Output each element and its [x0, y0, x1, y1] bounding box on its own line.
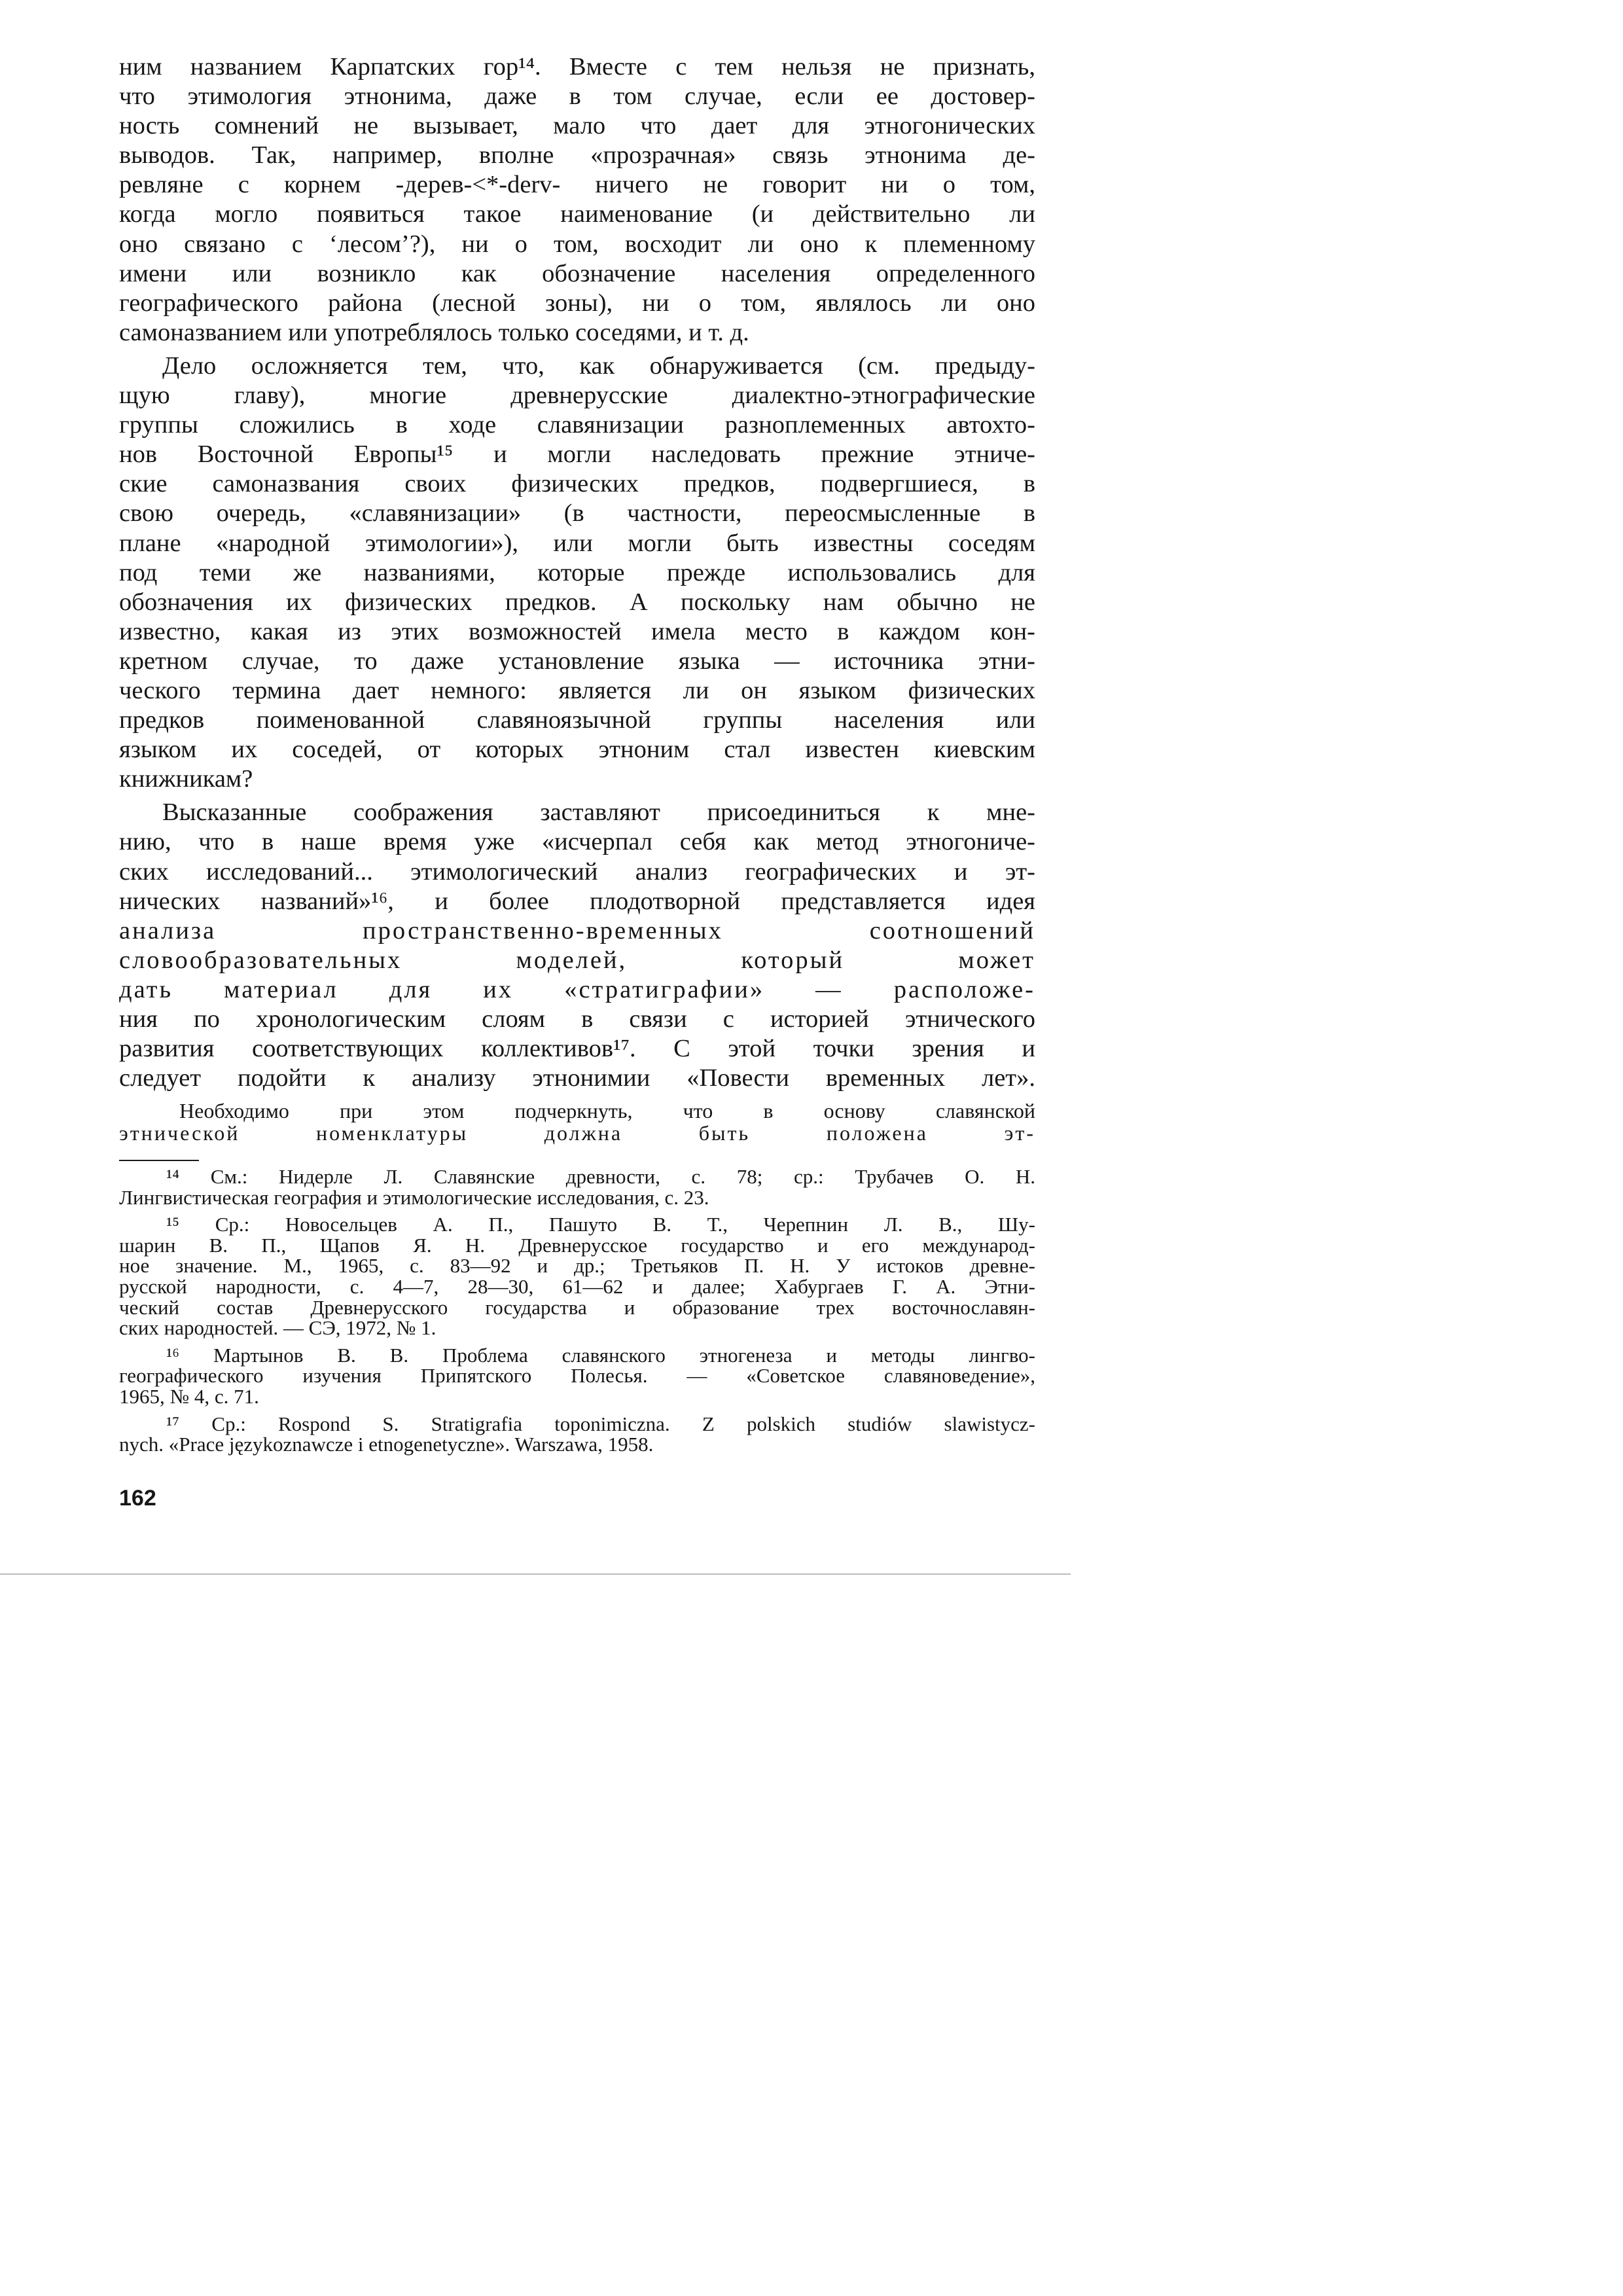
- text-line: ния по хронологическим слоям в связи с историей этнического: [119, 1005, 1035, 1033]
- footnote-15: [119, 1214, 1035, 1338]
- text-line: под теми же названиями, которые прежде использовались для: [119, 558, 1035, 586]
- scan-edge-line: [0, 1573, 1071, 1575]
- small-print-paragraph: [119, 1100, 1035, 1144]
- text-line: развития соответствующих коллективов¹⁷. С этой точки зрения и: [119, 1035, 1035, 1063]
- footnote-line: nych. «Prace językoznawcze i etnogenetyczne». Warszawa, 1958.: [119, 1433, 654, 1456]
- text-line: ревляне с корнем -дерев-<*-derv- ничего не говорит ни о том,: [119, 171, 1035, 199]
- text-line: когда могло появиться такое наименование (и действительно ли: [119, 200, 1035, 228]
- text-line: ческого термина дает немного: является ли он языком физических: [119, 676, 1035, 704]
- text-line: что этимология этнонима, даже в том случае, если ее достовер-: [119, 82, 1035, 111]
- text-line: ним названием Карпатских гор¹⁴. Вместе с тем нельзя не признать,: [119, 53, 1035, 81]
- text-line: выводов. Так, например, вполне «прозрачная» связь этнонима де-: [119, 141, 1035, 170]
- footnote-line: ских народностей. — СЭ, 1972, № 1.: [119, 1316, 437, 1340]
- text-line: Высказанные соображения заставляют присоединиться к мне-: [162, 798, 1035, 827]
- footnote-line: Лингвистическая география и этимологические исследования, с. 23.: [119, 1185, 709, 1209]
- text-line: ность сомнений не вызывает, мало что дает для этногонических: [119, 112, 1035, 140]
- text-line: плане «народной этимологии»), или могли быть известны соседям: [119, 529, 1035, 557]
- text-line-spaced: этнической номенклатуры должна быть положена эт-: [119, 1121, 1035, 1145]
- text-line: языком их соседей, от которых этноним стал известен киевским: [119, 736, 1035, 764]
- footnote-line: ¹⁵ Ср.: Новосельцев А. П., Пашуто В. Т., Черепнин Л. В., Шу-: [166, 1213, 1035, 1236]
- text-line: нических названий»¹⁶, и более плодотворной представляется идея: [119, 887, 1035, 915]
- footnote-line: 1965, № 4, с. 71.: [119, 1384, 259, 1408]
- footnote-line: шарин В. П., Щапов Я. Н. Древнерусское государство и его международ-: [119, 1233, 1035, 1257]
- footnote-14: [119, 1166, 1035, 1208]
- text-line: ских исследований... этимологический анализ географических и эт-: [119, 857, 1035, 886]
- footnote-16: [119, 1345, 1035, 1407]
- text-line-spaced: дать материал для их «стратиграфии» — расположе-: [119, 975, 1035, 1003]
- footnote-line: ное значение. М., 1965, с. 83—92 и др.; Третьяков П. Н. У истоков древне-: [119, 1254, 1035, 1278]
- text-line: Дело осложняется тем, что, как обнаруживается (см. предыду-: [162, 351, 1035, 380]
- footnotes: [119, 1160, 1035, 1455]
- footnote-line: ¹⁴ См.: Нидерле Л. Славянские древности, с. 78; ср.: Трубачев О. Н.: [166, 1165, 1035, 1188]
- footnote-17: [119, 1414, 1035, 1455]
- text-line: ские самоназвания своих физических предков, подвергшиеся, в: [119, 470, 1035, 498]
- text-line: щую главу), многие древнерусские диалектно-этнографические: [119, 382, 1035, 410]
- footnote-line: ¹⁷ Ср.: Rospond S. Stratigrafia toponimiczna. Z polskich studiów slawistycz-: [166, 1412, 1035, 1435]
- footnote-line: русской народности, с. 4—7, 28—30, 61—62 и далее; Хабургаев Г. А. Этни-: [119, 1274, 1035, 1298]
- text-line: книжникам?: [119, 765, 253, 793]
- text-line: обозначения их физических предков. А поскольку нам обычно не: [119, 588, 1035, 616]
- text-line: нию, что в наше время уже «исчерпал себя как метод этногониче-: [119, 828, 1035, 856]
- footnote-line: ¹⁶ Мартынов В. В. Проблема славянского этногенеза и методы лингво-: [166, 1343, 1035, 1367]
- text-line-spaced: словообразовательных моделей, который может: [119, 946, 1035, 974]
- text-line: предков поименованной славяноязычной группы населения или: [119, 706, 1035, 734]
- text-line: Необходимо при этом подчеркнуть, что в основу славянской: [179, 1099, 1035, 1122]
- text-line: следует подойти к анализу этнонимии «Повести временных лет».: [119, 1064, 1035, 1092]
- text-line: нов Восточной Европы¹⁵ и могли наследовать прежние этниче-: [119, 440, 1035, 469]
- text-line: самоназванием или употреблялось только соседями, и т. д.: [119, 318, 749, 346]
- text-line-spaced: анализа пространственно-временных соотношений: [119, 916, 1035, 944]
- text-line: известно, какая из этих возможностей имела место в каждом кон-: [119, 617, 1035, 645]
- page-number: 162: [119, 1486, 156, 1511]
- text-line: оно связано с ‘лесом’?), ни о том, восходит ли оно к племенному: [119, 230, 1035, 258]
- main-text: [119, 52, 1035, 1093]
- text-line: кретном случае, то даже установление языка — источника этни-: [119, 647, 1035, 675]
- footnote-line: географического изучения Припятского Полесья. — «Советское славяноведение»,: [119, 1364, 1035, 1388]
- footnote-line: ческий состав Древнерусского государства и образование трех восточнославян-: [119, 1295, 1035, 1319]
- text-line: свою очередь, «славянизации» (в частности, переосмысленные в: [119, 499, 1035, 528]
- text-line: географического района (лесной зоны), ни о том, являлось ли оно: [119, 289, 1035, 317]
- text-line: группы сложились в ходе славянизации разноплеменных автохто-: [119, 411, 1035, 439]
- text-line: имени или возникло как обозначение населения определенного: [119, 259, 1035, 287]
